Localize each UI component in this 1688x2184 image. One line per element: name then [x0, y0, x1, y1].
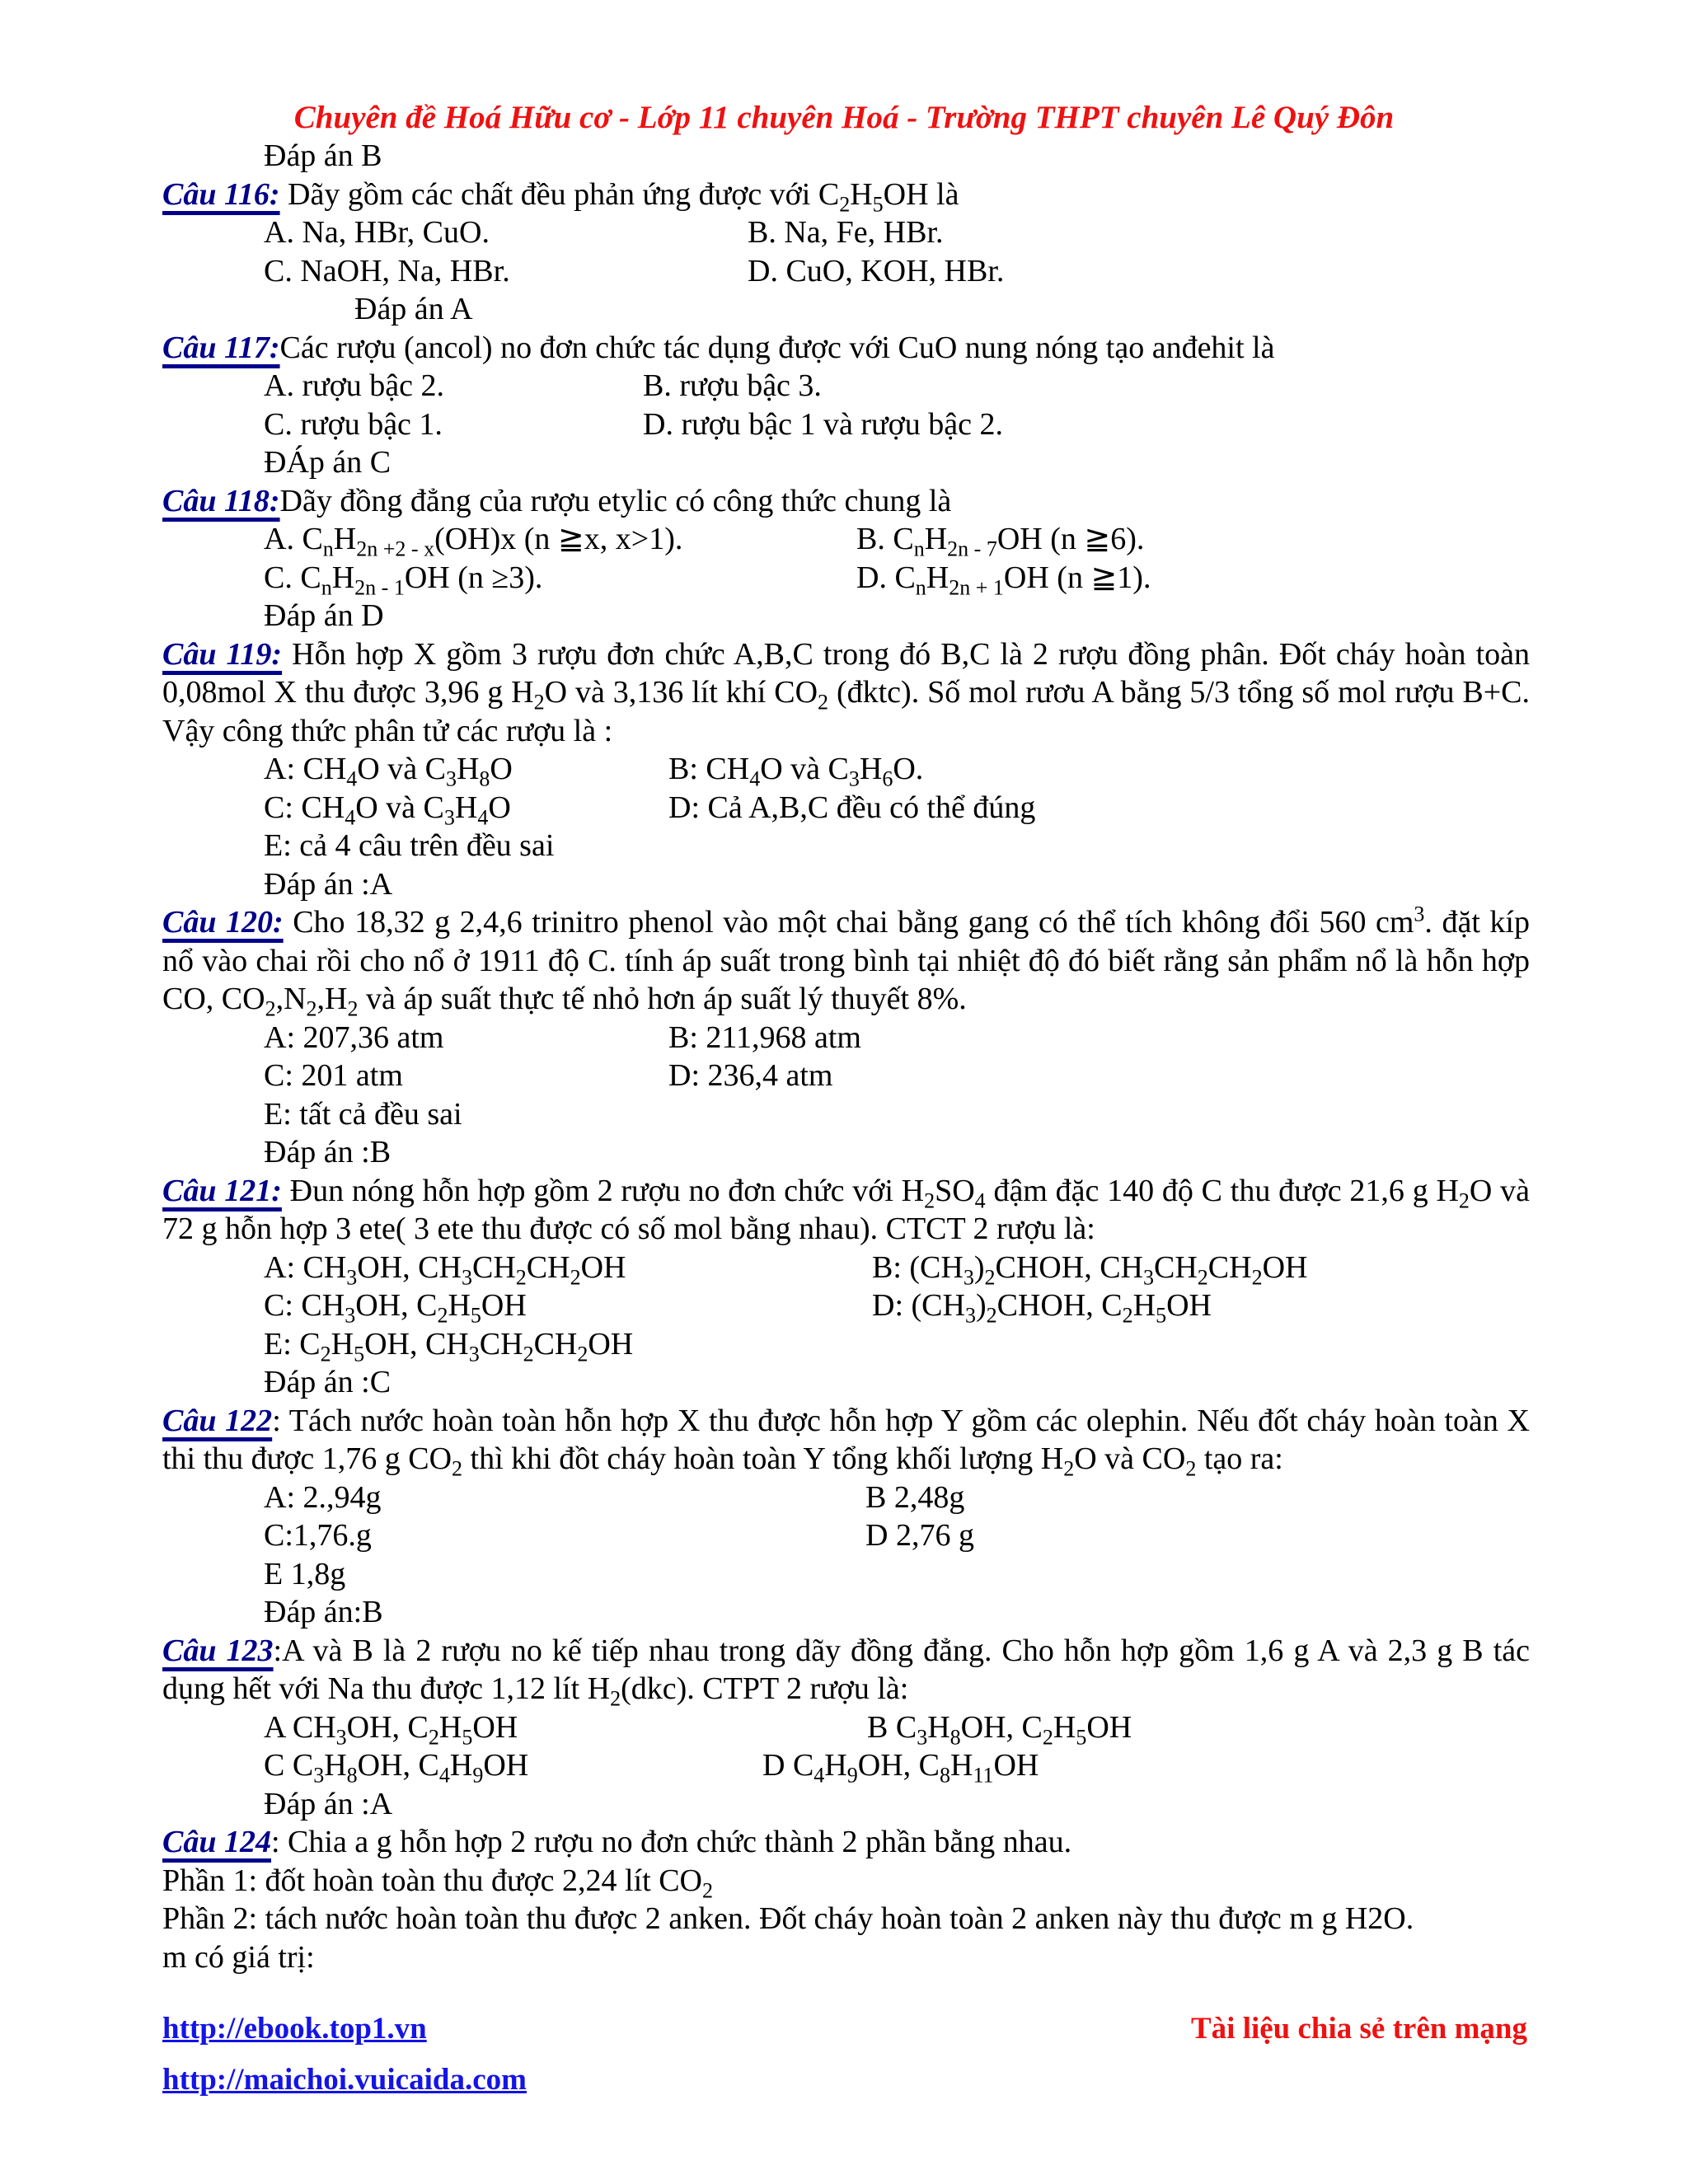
- option-row: [162, 367, 1530, 405]
- question-text: Đun nóng hỗn hợp gồm 2 rượu no đơn chức với $H_2SO_4$ đậm đặc 140 độ C thu được 21,6 g $H_2O$ và 72 g hỗn hợp 3 ete( 3 ete thu được có số mol bằng nhau). CTCT 2 rượu là:: [162, 1173, 1530, 1246]
- answer-line: Đáp án B: [264, 138, 382, 173]
- question-label: Câu 120:: [162, 905, 284, 940]
- question-label: Câu 116:: [162, 176, 280, 212]
- option-row: [162, 1019, 1530, 1057]
- question-text: Các rượu (ancol) no đơn chức tác dụng được với CuO nung nóng tạo anđehit là: [279, 330, 1275, 365]
- option-row: [162, 1057, 1530, 1095]
- option-row: [162, 1479, 1530, 1517]
- answer-line: Đáp án :A: [264, 866, 393, 902]
- option-left: A: $CH_4O$ và $C_3H_8O$: [264, 752, 513, 791]
- question-extra-line: m có giá trị:: [162, 1939, 315, 1975]
- question-label: Câu 118:: [162, 483, 280, 518]
- question-paragraph: [162, 176, 1530, 217]
- option-single: E: tất cả đều sai: [264, 1096, 462, 1132]
- option-left: C: 201 atm: [264, 1058, 403, 1093]
- option-row: [162, 750, 1530, 789]
- option-row: [162, 1746, 1530, 1788]
- answer-line: Đáp án:B: [264, 1595, 383, 1629]
- option-right: D: $(CH_3)_2CHOH$, $C_2H_5OH$: [872, 1288, 1212, 1328]
- option-right: D. $C_nH_{2n + 1}OH$ (n ≧1).: [856, 560, 1151, 600]
- question-paragraph: [162, 1632, 1530, 1711]
- question-label: Câu 123: [162, 1633, 274, 1668]
- option-left: A $CH_3OH$, $C_2H_5OH$: [264, 1709, 518, 1750]
- option-single: E: cả 4 câu trên đều sai: [264, 828, 555, 863]
- option-right: B: 211,968 atm: [668, 1019, 861, 1055]
- footer-link-ebook[interactable]: http://ebook.top1.vn: [162, 2012, 427, 2046]
- option-row: [162, 213, 1530, 252]
- answer-line: Đáp án D: [264, 598, 384, 633]
- option-left: C:1,76.g: [264, 1518, 372, 1553]
- option-row: [162, 252, 1530, 291]
- option-right: D $C_4H_9OH$, $C_8H_{11}OH$: [762, 1748, 1039, 1788]
- option-right: B. $C_nH_{2n - 7}OH$ (n ≧6).: [856, 522, 1145, 561]
- question-paragraph: [162, 1172, 1530, 1249]
- question-text: :A và B là 2 rượu no kế tiếp nhau trong dãy đồng đẳng. Cho hỗn hợp gồm 1,6 g A và 2,3 g B tác dụng hết với Na thu được 1,12 lít $H_2(dkc)$. CTPT 2 rượu là:: [162, 1633, 1530, 1711]
- option-left: C. NaOH, Na, HBr.: [264, 253, 510, 288]
- question-text: Dãy đồng đẳng của rượu etylic có công thức chung là: [279, 483, 952, 518]
- option-row: [162, 1249, 1530, 1290]
- option-left: A: $CH_3OH$, $CH_3CH_2CH_2OH$: [264, 1249, 626, 1290]
- question-text: : Tách nước hoàn toàn hỗn hợp X thu được hỗn hợp Y gồm các olephin. Nếu đốt cháy hoàn toàn X thi thu được 1,76 g $CO_2$ thì khi đồt cháy hoàn toàn Y tổng khối lượng $H_2O$ và $CO_2$ tạo ra:: [162, 1403, 1530, 1481]
- option-right: D. rượu bậc 1 và rượu bậc 2.: [643, 406, 1003, 442]
- option-left: C: $CH_3OH$, $C_2H_5OH$: [264, 1288, 527, 1328]
- question-label: Câu 122: [162, 1403, 273, 1438]
- question-label: Câu 124: [162, 1825, 271, 1859]
- option-right: B: $(CH_3)_2CHOH$, $CH_3CH_2CH_2OH$: [872, 1249, 1308, 1290]
- option-row: [162, 1516, 1530, 1555]
- option-left: C. $C_nH_{2n - 1}OH$ (n ≥3).: [264, 560, 543, 600]
- question-paragraph: [162, 1402, 1530, 1479]
- option-right: D: 236,4 atm: [668, 1058, 833, 1093]
- option-right: D. CuO, KOH, HBr.: [748, 253, 1005, 288]
- footer-note: Tài liệu chia sẻ trên mạng: [1190, 2012, 1527, 2046]
- option-left: A. rượu bậc 2.: [264, 368, 445, 403]
- answer-line: Đáp án :A: [264, 1786, 393, 1821]
- option-left: A. Na, HBr, CuO.: [264, 215, 490, 250]
- option-left: A. $C_nH_{2n +2 - x}(OH)x$ (n ≧x, x>1).: [264, 522, 683, 561]
- answer-line: Đáp án A: [354, 292, 473, 326]
- answer-line: ĐÁp án C: [264, 445, 392, 480]
- question-extra-line: Phần 1: đốt hoàn toàn thu được 2,24 lít $CO_2$: [162, 1863, 713, 1903]
- option-row: [162, 559, 1530, 598]
- page-title: Chuyên đề Hoá Hữu cơ - Lớp 11 chuyên Hoá - Trường THPT chuyên Lê Quý Đôn: [293, 100, 1395, 135]
- option-row: [162, 789, 1530, 830]
- question-text: Hỗn hợp X gồm 3 rượu đơn chức A,B,C trong đó B,C là 2 rượu đồng phân. Đốt cháy hoàn toàn 0,08mol X thu được 3,96 g $H_2O$ và 3,136 lít khí $CO_2$ (đktc). Số mol rươu A bằng 5/3 tổng số mol rượu B+C. Vậy công thức phân tử các rượu là :: [162, 636, 1530, 748]
- option-row: [162, 1286, 1530, 1328]
- option-row: [162, 405, 1530, 444]
- question-paragraph: [162, 1823, 1530, 1862]
- option-left: A: 207,36 atm: [264, 1019, 444, 1055]
- option-right: B: $CH_4O$ và $C_3H_6O$.: [668, 752, 924, 791]
- option-right: B. Na, Fe, HBr.: [748, 215, 944, 250]
- option-right: B $C_3H_8OH$, $C_2H_5OH$: [867, 1709, 1132, 1750]
- question-paragraph: [162, 903, 1530, 1019]
- question-paragraph: [162, 635, 1530, 751]
- answer-line: Đáp án :B: [264, 1135, 392, 1169]
- option-left: C: $CH_4O$ và $C_3H_4O$: [264, 790, 511, 830]
- document-body: [162, 137, 1530, 1976]
- footer-link-maichoi[interactable]: http://maichoi.vuicaida.com: [162, 2063, 527, 2097]
- question-text: : Chia a g hỗn hợp 2 rượu no đơn chức thành 2 phần bằng nhau.: [270, 1825, 1072, 1859]
- option-row: [162, 1708, 1530, 1750]
- option-left: A: 2.,94g: [264, 1479, 382, 1515]
- question-text: Dãy gồm các chất đều phản ứng được với $C_2H_5OH$ là: [279, 176, 959, 217]
- option-right: D: Cả A,B,C đều có thể đúng: [668, 790, 1036, 825]
- option-single: E 1,8g: [264, 1556, 346, 1591]
- option-right: B. rượu bậc 3.: [643, 368, 822, 403]
- option-left: C $C_3H_8OH$, $C_4H_9OH$: [264, 1748, 529, 1788]
- option-row: [162, 520, 1530, 559]
- question-label: Câu 117:: [162, 330, 280, 365]
- option-single: E: $C_2H_5OH$, $CH_3CH_2CH_2OH$: [264, 1326, 634, 1366]
- question-paragraph: [162, 482, 1530, 521]
- question-text: Cho 18,32 g 2,4,6 trinitro phenol vào một chai bằng gang có thể tích không đổi 560 $cm^3$. đặt kíp nổ vào chai rồi cho nổ ở 1911 độ C. tính áp suất trong bình tại nhiệt độ đó biết rằng sản phẩm nổ là hỗn hợp CO, $CO_2,N_2,H_2$ và áp suất thực tế nhỏ hơn áp suất lý thuyết 8%.: [162, 902, 1530, 1021]
- option-right: D 2,76 g: [865, 1518, 974, 1553]
- question-label: Câu 119:: [162, 636, 283, 672]
- question-label: Câu 121:: [162, 1173, 282, 1208]
- question-extra-line: Phần 2: tách nước hoàn toàn thu được 2 anken. Đốt cháy hoàn toàn 2 anken này thu được m g H2O.: [162, 1901, 1414, 1936]
- answer-line: Đáp án :C: [264, 1365, 392, 1399]
- question-paragraph: [162, 329, 1530, 368]
- option-left: C. rượu bậc 1.: [264, 406, 443, 442]
- option-right: B 2,48g: [865, 1479, 965, 1515]
